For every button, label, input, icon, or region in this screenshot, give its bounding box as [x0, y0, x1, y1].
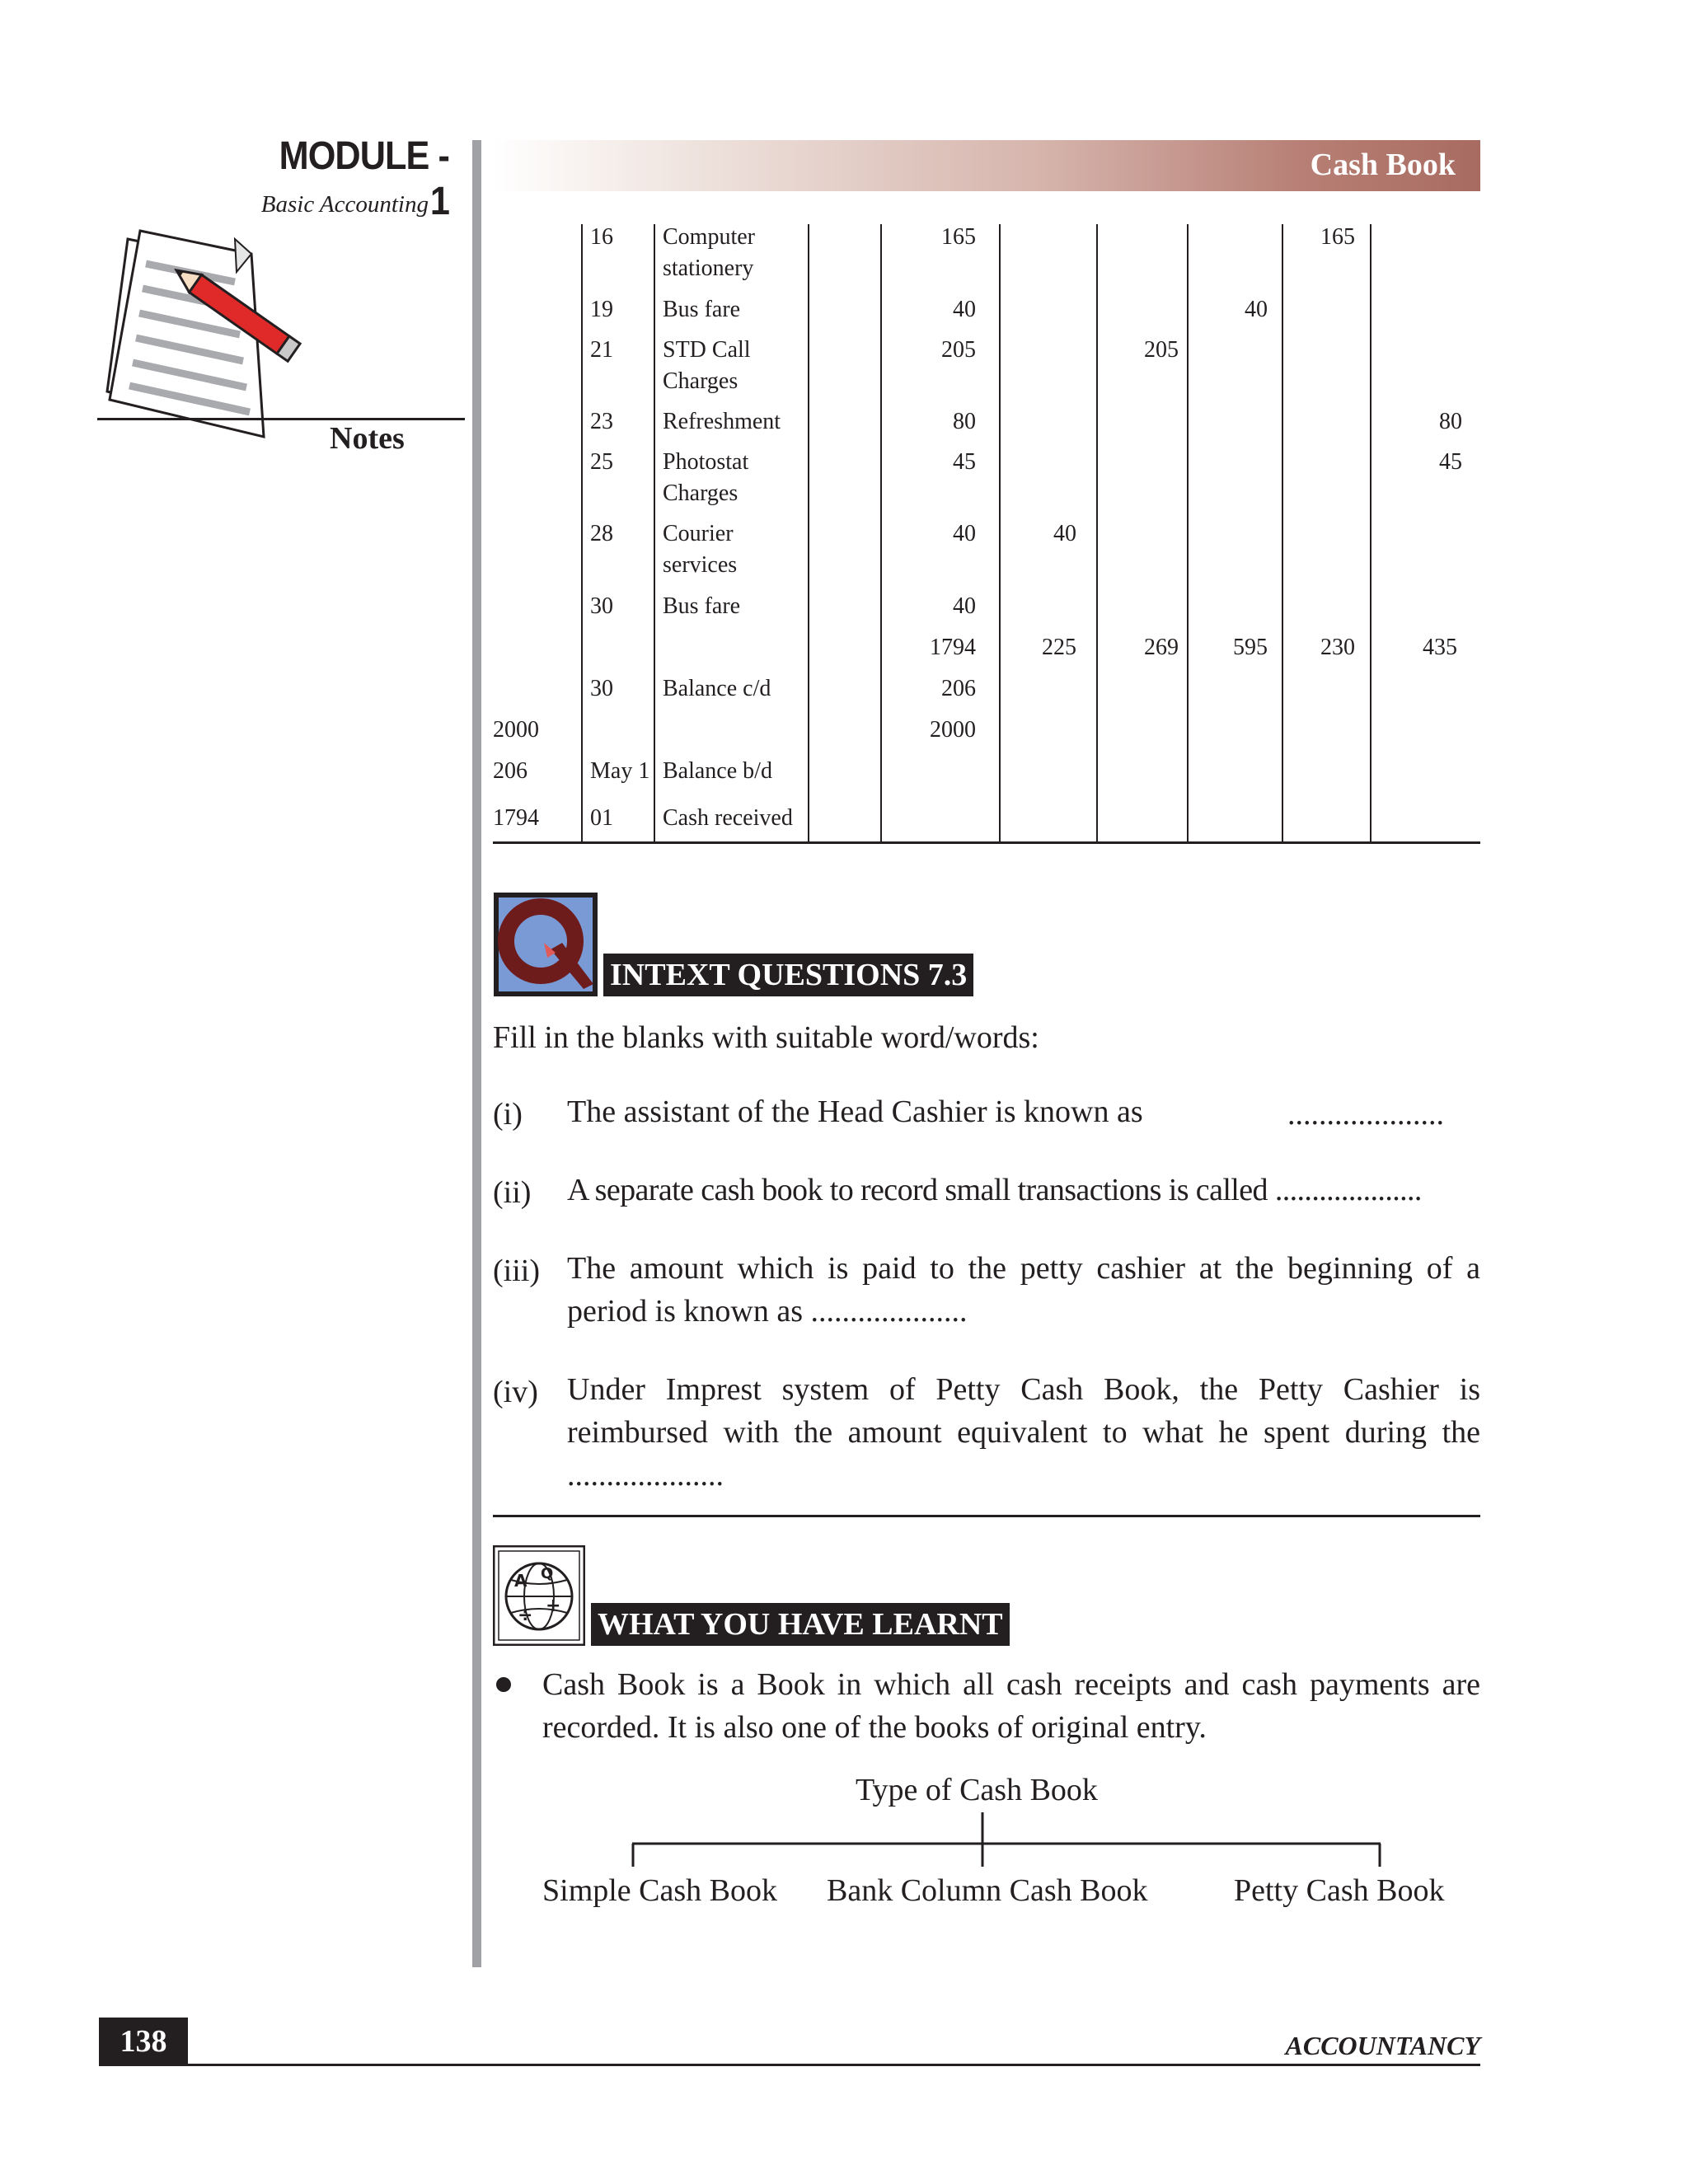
ledger-particulars: Computer — [663, 224, 755, 250]
ledger-total: 40 — [953, 593, 976, 619]
ledger-receipt: 206 — [493, 758, 528, 784]
ledger-total: 206 — [941, 676, 976, 701]
ledger-amount: 40 — [1245, 297, 1268, 322]
module-title: MODULE - 1 — [279, 134, 449, 223]
ledger-particulars: Courier — [663, 521, 734, 546]
ledger-column-rule — [999, 224, 1001, 842]
ledger-column-rule — [808, 224, 809, 842]
bullet-icon — [496, 1677, 511, 1692]
svg-text:÷: ÷ — [518, 1605, 533, 1626]
fill-blanks-prompt: Fill in the blanks with suitable word/words: — [493, 1020, 1039, 1055]
question-number: (ii) — [493, 1175, 532, 1210]
ledger-amount: 40 — [1053, 521, 1076, 546]
ledger-date: 01 — [590, 805, 613, 831]
learning-globe-icon — [493, 1545, 585, 1646]
question-text: A separate cash book to record small transactions is called .................... — [567, 1173, 1422, 1207]
learnt-bullet-text: Cash Book is a Book in which all cash receipts and cash payments are recorded. It is also one of the books of original entry. — [542, 1667, 1480, 1745]
ledger-date: 21 — [590, 337, 613, 363]
ledger-amount: 165 — [1320, 224, 1355, 250]
ledger-particulars: Bus fare — [663, 297, 741, 322]
ledger-column-rule — [1282, 224, 1283, 842]
ledger-amount: 595 — [1233, 635, 1268, 660]
ledger-date: 30 — [590, 676, 613, 701]
ledger-particulars: Charges — [663, 480, 738, 506]
footer-rule — [99, 2064, 1480, 2066]
svg-text:Q: Q — [541, 1565, 554, 1582]
ledger-total: 205 — [941, 337, 976, 363]
tree-leaf-simple: Simple Cash Book — [542, 1873, 778, 1908]
ledger-column-rule — [654, 224, 655, 842]
ledger-column-rule — [1096, 224, 1098, 842]
ledger-receipt: 2000 — [493, 717, 539, 743]
ledger-particulars: Bus fare — [663, 593, 741, 619]
ledger-total: 40 — [953, 297, 976, 322]
ledger-date: 23 — [590, 409, 613, 434]
ledger-particulars: Refreshment — [663, 409, 781, 434]
ledger-amount: 230 — [1320, 635, 1355, 660]
tree-leaf-bank-column: Bank Column Cash Book — [827, 1873, 1148, 1908]
ledger-date: 28 — [590, 521, 613, 546]
ledger-total: 2000 — [930, 717, 976, 743]
ledger-column-rule — [880, 224, 882, 842]
ledger-particulars: STD Call — [663, 337, 751, 363]
ledger-date: 16 — [590, 224, 613, 250]
tree-root-label: Type of Cash Book — [856, 1773, 1098, 1807]
ledger-particulars: Charges — [663, 368, 738, 394]
question-number: (iii) — [493, 1254, 540, 1288]
ledger-amount: 225 — [1042, 635, 1076, 660]
ledger-receipt: 1794 — [493, 805, 539, 831]
intext-questions-banner: INTEXT QUESTIONS 7.3 — [603, 954, 973, 996]
chapter-title: Cash Book — [1310, 148, 1456, 182]
tree-leaf-petty: Petty Cash Book — [1234, 1873, 1445, 1908]
svg-text:A: A — [514, 1571, 528, 1591]
ledger-particulars: services — [663, 552, 738, 578]
section-divider — [493, 1515, 1480, 1517]
what-you-have-learnt-banner: WHAT YOU HAVE LEARNT — [591, 1603, 1010, 1646]
ledger-column-rule — [1370, 224, 1372, 842]
module-subtitle: Basic Accounting — [260, 191, 429, 218]
question-q-icon — [493, 892, 598, 997]
ledger-particulars: Balance b/d — [663, 758, 772, 784]
question-text: The assistant of the Head Cashier is known as — [567, 1094, 1143, 1129]
svg-text:+: + — [546, 1596, 561, 1616]
ledger-date: 25 — [590, 449, 613, 475]
question-text: The amount which is paid to the petty cashier at the beginning of a period is known as .................... — [567, 1251, 1480, 1329]
question-blank: .................... — [1287, 1097, 1444, 1132]
ledger-particulars: Photostat — [663, 449, 749, 475]
page-number: 138 — [99, 2018, 188, 2065]
ledger-total: 40 — [953, 521, 976, 546]
ledger-amount: 269 — [1144, 635, 1179, 660]
ledger-particulars: stationery — [663, 255, 754, 281]
question-text: Under Imprest system of Petty Cash Book, the Petty Cashier is reimbursed with the amount equivalent to what he spent during the .................... — [567, 1372, 1480, 1493]
ledger-particulars: Balance c/d — [663, 676, 771, 701]
footer-subject: ACCOUNTANCY — [1285, 2031, 1480, 2060]
ledger-amount: 435 — [1423, 635, 1457, 660]
ledger-amount: 45 — [1439, 449, 1462, 475]
ledger-total: 1794 — [930, 635, 976, 660]
ledger-total: 80 — [953, 409, 976, 434]
ledger-amount: 80 — [1439, 409, 1462, 434]
ledger-date: May 1 — [590, 758, 650, 784]
question-number: (iv) — [493, 1375, 538, 1409]
ledger-column-rule — [581, 224, 583, 842]
ledger-total: 45 — [953, 449, 976, 475]
ledger-column-rule — [1187, 224, 1189, 842]
ledger-particulars: Cash received — [663, 805, 793, 831]
ledger-total: 165 — [941, 224, 976, 250]
notes-label: Notes — [330, 421, 405, 456]
petty-cash-ledger — [0, 0, 1688, 849]
ledger-bottom-rule — [493, 841, 1480, 844]
ledger-date: 30 — [590, 593, 613, 619]
ledger-date: 19 — [590, 297, 613, 322]
question-number: (i) — [493, 1097, 523, 1132]
ledger-amount: 205 — [1144, 337, 1179, 363]
